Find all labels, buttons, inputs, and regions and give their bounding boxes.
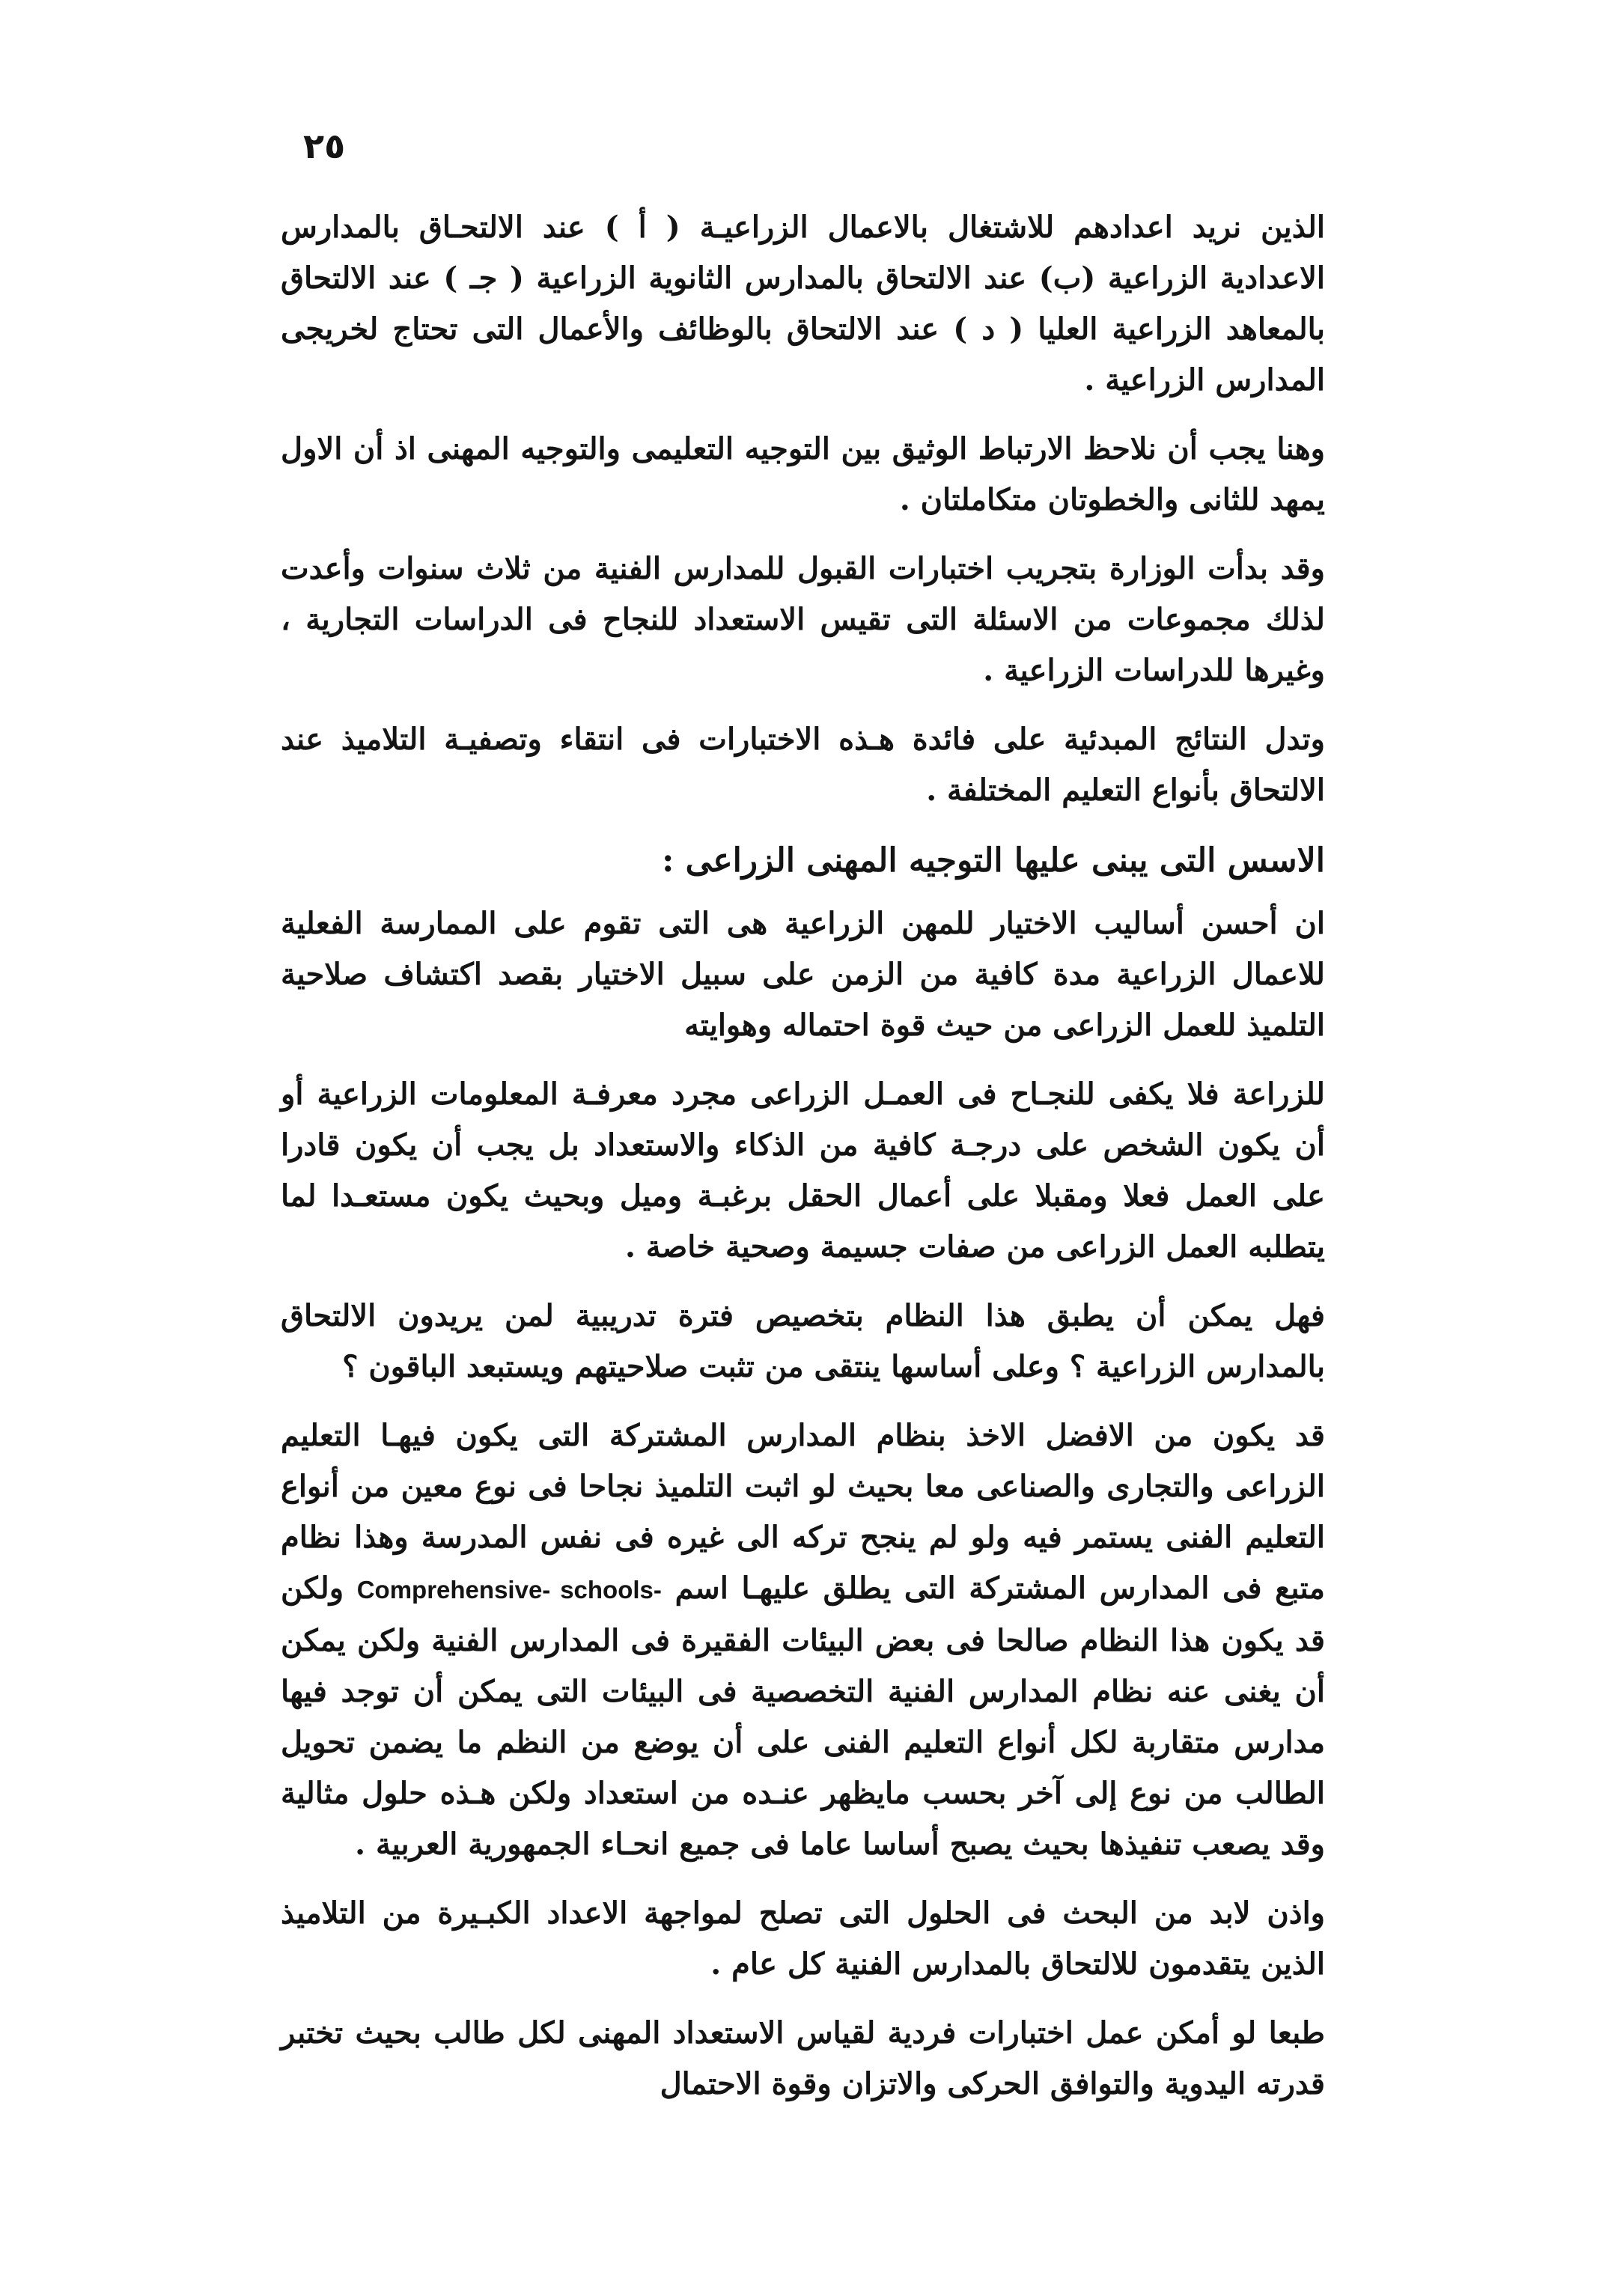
paragraph-training-period-question: فهل يمكن أن يطبق هذا النظام بتخصيص فترة تدريبية لمن يريدون الالتحاق بالمدارس الزراعية ؟ وعلى أساسها ينتقى من تثبت صلاحيتهم ويستبعد الباقون ؟: [281, 1298, 1325, 1384]
paragraph-search-solutions: واذن لابد من البحث فى الحلول التى تصلح لمواجهة الاعداد الكبـيرة من التلاميذ الذين يتقدمون للالتحاق بالمدارس الفنية كل عام .: [281, 1895, 1325, 1982]
page-body: [281, 202, 1325, 2128]
paragraph-agriculture-requirements: للزراعة فلا يكفى للنجـاح فى العمـل الزراعى مجرد معرفـة المعلومات الزراعية أو أن يكون الشخص على درجـة كافية من الذكاء والاستعداد بل يجب أن يكون قادرا على العمل فعلا ومقبلا على أعمال الحقل برغبـة وميل وبحيث يكون مستعـدا لما يتطلبه العمل الزراعى من صفات جسيمة وصحية خاصة .: [281, 1077, 1325, 1264]
comprehensive-text-before: قد يكون من الافضل الاخذ بنظام المدارس المشتركة التى يكون فيهـا التعليم الزراعى والتجارى والصناعى معا بحيث لو اثبت التلميذ نجاحا فى نوع معين من أنواع التعليم الفنى يستمر فيه ولو لم ينجح تركه الى غيره فى نفس المدرسة وهذا نظام متبع فى المدارس المشتركة التى يطلق عليهـا اسم: [281, 1418, 1326, 1606]
paragraph-admission-stages: الذين نريد اعدادهم للاشتغال بالاعمال الزراعيـة ( أ ) عند الالتحـاق بالمدارس الاعدادية الزراعية (ب) عند الالتحاق بالمدارس الثانوية الزراعية ( جـ ) عند الالتحاق بالمعاهد الزراعية العليا ( د ) عند الالتحاق بالوظائف والأعمال التى تحتاج لخريجى المدارس الزراعية .: [281, 210, 1325, 398]
page-number: ٢٥: [303, 126, 346, 166]
paragraph-initial-results: وتدل النتائج المبدئية على فائدة هـذه الاختبارات فى انتقاء وتصفيـة التلاميذ عند الالتحاق بأنواع التعليم المختلفة .: [281, 722, 1325, 808]
paragraph-selection-methods: ان أحسن أساليب الاختيار للمهن الزراعية هى التى تقوم على الممارسة الفعلية للاعمال الزراعية مدة كافية من الزمن على سبيل الاختيار بقصد اكتشاف صلاحية التلميذ للعمل الزراعى من حيث قوة احتماله وهوايته: [281, 906, 1325, 1043]
paragraph-comprehensive-schools: [281, 1410, 1325, 1870]
comprehensive-text-after: ولكن قد يكون هذا النظام صالحا فى بعض البيئات الفقيرة فى المدارس الفنية ولكن يمكن أن يغنى عنه نظام المدارس الفنية التخصصية فى البيئات التى يمكن أن توجد فيها مدارس متقاربة لكل أنواع التعليم الفنى على أن يوضع من النظم ما يضمن تحويل الطالب من نوع إلى آخر بحسب مايظهر عنـده من استعداد ولكن هـذه حلول مثالية وقد يصعب تنفيذها بحيث يصبح أساسا عاما فى جميع انحـاء الجمهورية العربية .: [281, 1571, 1325, 1862]
section-heading: الاسس التى يبنى عليها التوجيه المهنى الزراعى :: [662, 841, 1325, 880]
paragraph-individual-tests: طبعا لو أمكن عمل اختبارات فردية لقياس الاستعداد المهنى لكل طالب بحيث تختبر قدرته اليدوية والتوافق الحركى والاتزان وقوة الاحتمال: [281, 2015, 1325, 2101]
paragraph-ministry-tests: وقد بدأت الوزارة بتجريب اختبارات القبول للمدارس الفنية من ثلاث سنوات وأعدت لذلك مجموعات من الاسئلة التى تقيس الاستعداد للنجاح فى الدراسات التجارية ، وغيرها للدراسات الزراعية .: [281, 551, 1325, 688]
paragraph-guidance-link: وهنا يجب أن نلاحظ الارتباط الوثيق بين التوجيه التعليمى والتوجيه المهنى اذ أن الاول يمهد للثانى والخطوتان متكاملتان .: [281, 431, 1325, 517]
comprehensive-schools-term: Comprehensive- schools-: [356, 1576, 662, 1604]
